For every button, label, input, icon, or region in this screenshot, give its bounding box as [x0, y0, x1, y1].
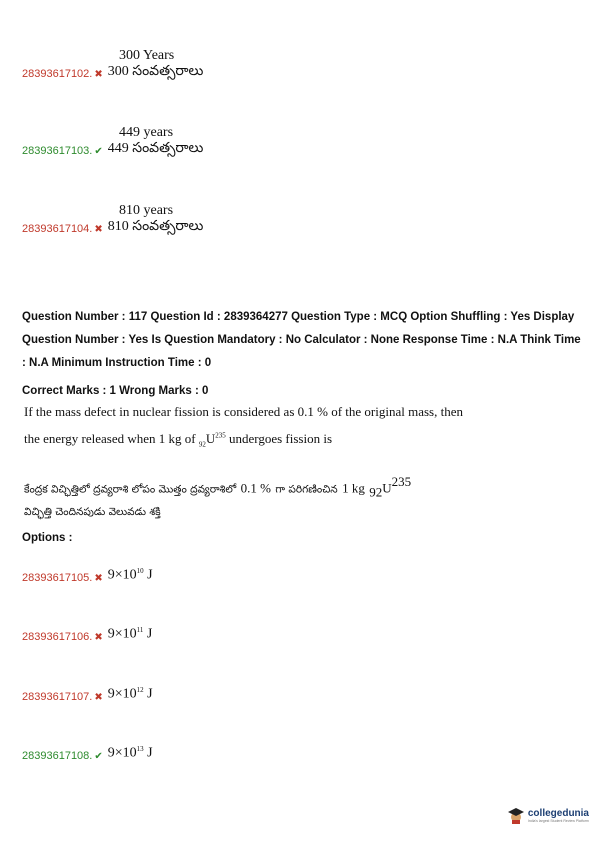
option-4 — [22, 741, 153, 762]
wrong-mark-icon: ✖ — [94, 691, 103, 703]
option-2 — [22, 622, 152, 643]
prev-option-1 — [22, 48, 203, 80]
option-2-id: 28393617106. — [22, 630, 93, 643]
option-2-value: $9\times 10^{11}$ J — [107, 626, 153, 642]
option-4-id: 28393617108. — [22, 749, 93, 762]
prev-option-2-en: 449 years — [119, 125, 174, 140]
question-text-en-line2: the energy released when 1 kg of $_{92}U^{235}$ undergoes fission is — [24, 431, 333, 449]
graduate-cap-icon — [507, 806, 525, 824]
question-text-te-line1: కేంద్రక విచ్ఛిత్తిలో ద్రవ్యరాశి లోపం మొత్తం ద్రవ్యరాశిలో 0.1 % గా పరిగణించిన 1 kg $_{92}U^{235}$ — [24, 474, 412, 500]
option-3-value: $9\times 10^{12}$ J — [107, 686, 153, 702]
question-meta: Question Number : 117 Question Id : 2839364277 Question Type : MCQ Option Shuffling : Yes Display Question Number : Yes Is Question Mandatory : No Calculator : None Response Time : N.A Think Time : N.A Minimum Instruction Time : 0 — [22, 311, 581, 369]
prev-option-1-id: 28393617102. — [22, 68, 93, 80]
prev-option-2-id: 28393617103. — [22, 145, 93, 157]
option-1 — [22, 563, 153, 584]
wrong-mark-icon: ✖ — [94, 69, 103, 80]
prev-option-3-en: 810 years — [119, 203, 174, 218]
question-marks: Correct Marks : 1 Wrong Marks : 0 — [22, 385, 209, 397]
prev-option-3 — [22, 203, 203, 235]
prev-option-2 — [22, 125, 203, 157]
check-mark-icon: ✔ — [94, 146, 103, 157]
prev-option-2-te: 449 సంవత్సరాలు — [107, 141, 204, 156]
option-3 — [22, 682, 153, 703]
prev-option-1-en: 300 Years — [119, 48, 175, 63]
option-1-value: $9\times 10^{10}$ J — [107, 567, 153, 583]
question-text-en-line1: If the mass defect in nuclear fission is considered as 0.1 % of the original mass, then — [24, 404, 463, 419]
wrong-mark-icon: ✖ — [94, 224, 103, 235]
prev-option-1-te: 300 సంవత్సరాలు — [107, 64, 204, 79]
wrong-mark-icon: ✖ — [94, 631, 103, 643]
wrong-mark-icon: ✖ — [94, 572, 103, 584]
check-mark-icon: ✔ — [94, 750, 103, 762]
option-3-id: 28393617107. — [22, 690, 93, 703]
option-4-value: $9\times 10^{13}$ J — [107, 745, 153, 761]
prev-option-3-te: 810 సంవత్సరాలు — [107, 219, 204, 234]
logo-tagline: India's largest Student Review Platform — [527, 818, 589, 823]
logo-name: collegedunia — [527, 807, 589, 819]
collegedunia-logo — [507, 806, 589, 824]
question-text-te-line2: విచ్ఛిత్తి చెందినపుడు వెలువడు శక్తి — [24, 506, 161, 518]
option-1-id: 28393617105. — [22, 571, 93, 584]
options-label: Options : — [22, 532, 73, 544]
prev-option-3-id: 28393617104. — [22, 223, 93, 235]
